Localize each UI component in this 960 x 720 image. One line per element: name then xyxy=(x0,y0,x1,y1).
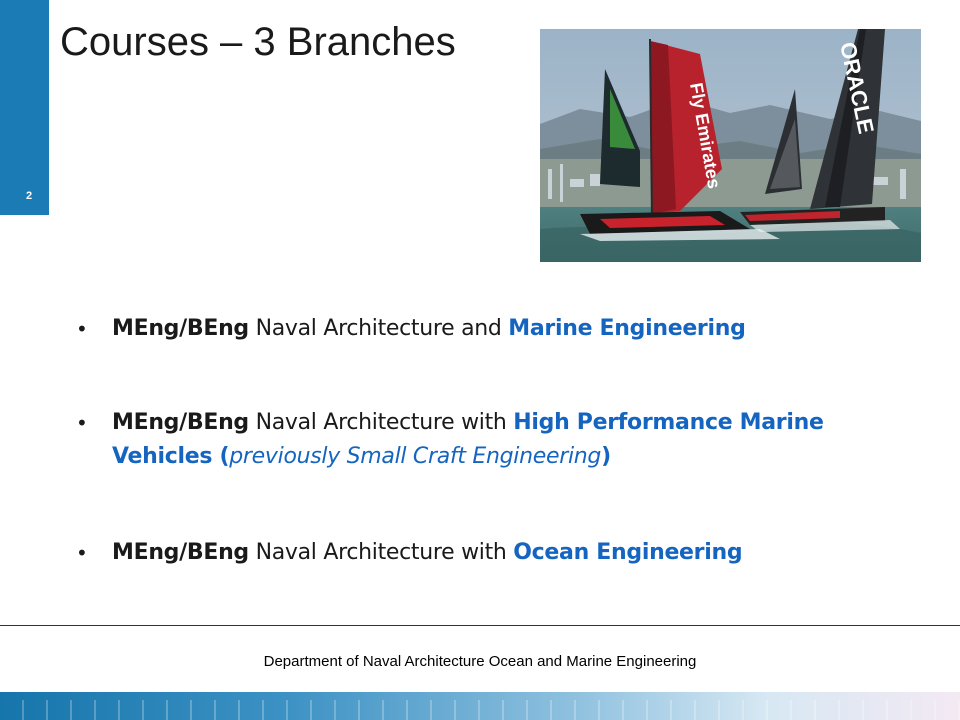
bullet-icon: • xyxy=(76,541,88,565)
slide-accent-bar xyxy=(0,0,49,215)
bullet-icon: • xyxy=(76,317,88,341)
degree-label: MEng/BEng xyxy=(112,410,249,435)
oracle-sail-text: ORACLE xyxy=(835,39,879,136)
course-highlight: Marine Engineering xyxy=(508,316,746,341)
course-text: Naval Architecture with xyxy=(248,540,514,565)
course-text: Naval Architecture with xyxy=(248,410,514,435)
course-item-ocean-engineering xyxy=(76,536,742,570)
slide-title: Courses – 3 Branches xyxy=(60,20,456,64)
course-highlight-end: ) xyxy=(601,444,611,469)
sailing-photo xyxy=(540,29,921,262)
footer-divider xyxy=(0,625,960,626)
degree-label: MEng/BEng xyxy=(112,316,249,341)
bullet-icon: • xyxy=(76,411,88,435)
degree-label: MEng/BEng xyxy=(112,540,249,565)
course-item-marine-engineering xyxy=(76,312,746,346)
course-highlight: High Performance Marine Vehicles ( xyxy=(112,410,824,469)
course-text: Naval Architecture and xyxy=(248,316,509,341)
slide-number: 2 xyxy=(26,190,33,202)
course-item-high-performance xyxy=(76,406,866,474)
emirates-sail-text: Fly Emirates xyxy=(686,81,725,191)
footer-stripe-pattern xyxy=(0,700,960,720)
course-note: previously Small Craft Engineering xyxy=(229,444,602,469)
course-highlight: Ocean Engineering xyxy=(513,540,743,565)
footer-department: Department of Naval Architecture Ocean and Marine Engineering xyxy=(263,653,697,670)
